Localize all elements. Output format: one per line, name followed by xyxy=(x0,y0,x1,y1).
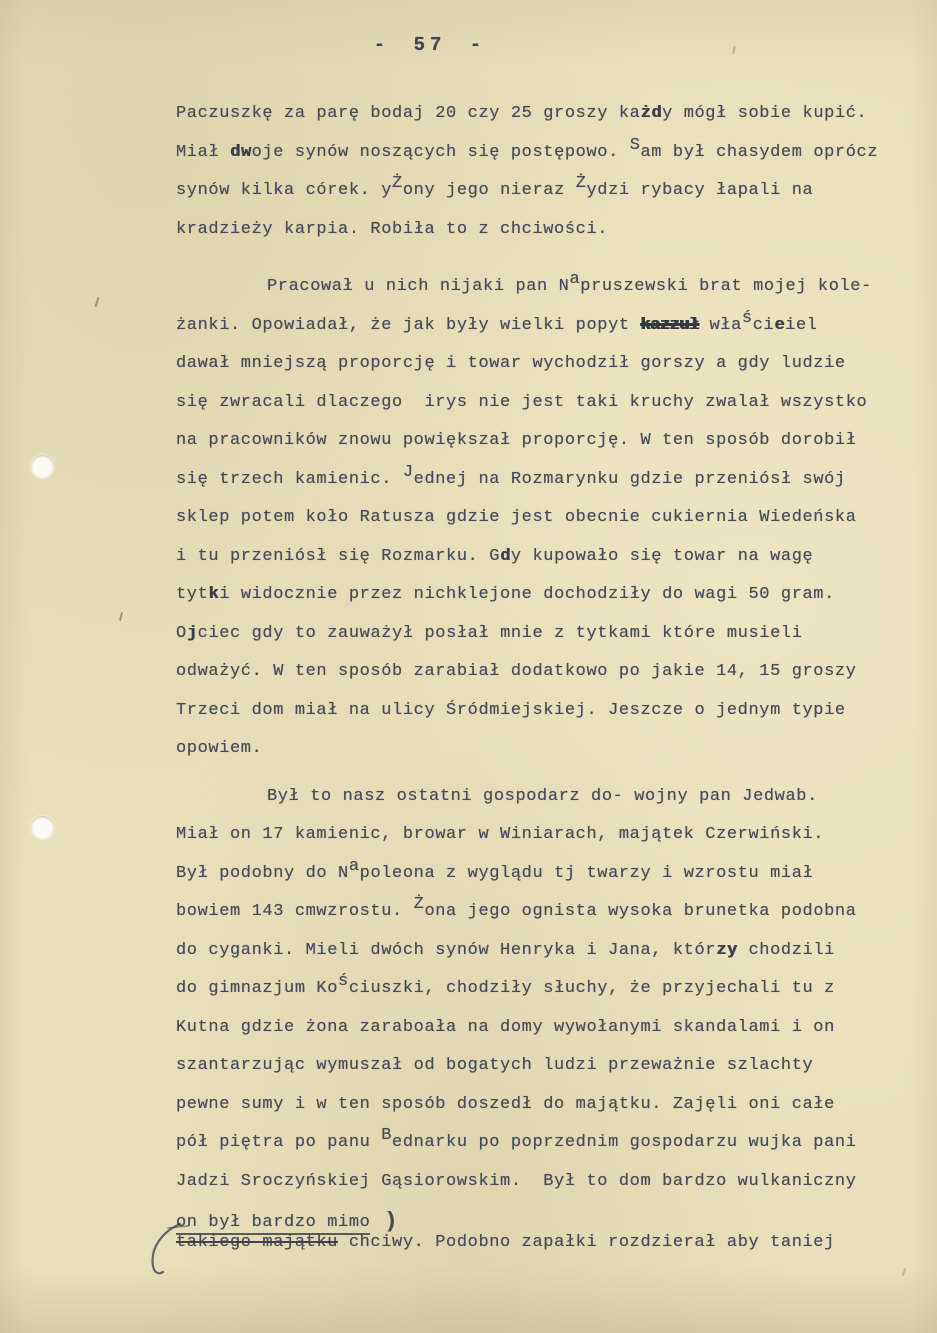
text-line xyxy=(176,135,880,182)
text-segment: ednej na Rozmarynku gdzie przeniósł swój xyxy=(413,469,846,489)
text-line xyxy=(176,1208,880,1233)
text-segment-underline: on był bardzo mimo xyxy=(176,1213,370,1235)
text-line xyxy=(176,431,880,470)
text-segment: do gimnazjum Ko xyxy=(176,979,339,998)
text-segment: am był chasydem oprócz xyxy=(640,142,879,162)
text-segment: kradzieży karpia. Robiła to z chciwości. xyxy=(176,219,609,239)
text-line xyxy=(176,1095,880,1134)
text-line xyxy=(176,1018,880,1057)
text-segment: Pracował u nich nijaki pan N xyxy=(267,277,570,296)
text-segment: Miał xyxy=(176,142,231,162)
paper-speck xyxy=(95,297,100,307)
text-segment: synów kilka córek. y xyxy=(176,181,393,200)
text-segment: sklep potem koło Ratusza gdzie jest obecnie cukiernia Wiedeńska xyxy=(176,508,857,527)
text-segment: dawał mniejszą proporcję i towar wychodził gorszy a gdy ludzie xyxy=(176,354,846,373)
text-line xyxy=(176,174,880,220)
text-segment-sup: B xyxy=(381,1126,393,1145)
text-segment: y mógł sobie kupić. xyxy=(662,104,868,123)
text-line xyxy=(176,354,880,393)
text-segment: do cyganki. Mieli dwóch synów Henryka i Jana, któr xyxy=(176,940,717,960)
text-segment: odważyć. W ten sposób zarabiał dodatkowo po jakie 14, 15 groszy xyxy=(176,662,857,681)
text-segment: na pracowników znowu powiększał proporcję. W ten sposób dorobił xyxy=(176,431,857,450)
punch-hole-top xyxy=(31,455,54,478)
text-segment: y kupowało się towar na wagę xyxy=(510,546,814,566)
text-segment: Kutna gdzie żona zaraboała na domy wywołanymi skandalami i on xyxy=(176,1017,835,1037)
text-line xyxy=(176,787,880,826)
text-segment-paren: ) xyxy=(370,1209,399,1234)
text-segment: O xyxy=(176,623,187,643)
text-line xyxy=(176,856,880,903)
text-segment: Jadzi Sroczyńskiej Gąsiorowskim. Był to dom bardzo wulkaniczny xyxy=(176,1171,857,1191)
text-line xyxy=(176,1126,880,1172)
text-segment-sup: J xyxy=(402,462,414,482)
text-segment: ciuszki, chodziły słuchy, że przyjechali tu z xyxy=(348,979,835,998)
text-segment: ydzi rybacy łapali na xyxy=(586,181,814,200)
text-line xyxy=(176,585,880,624)
text-segment: żanki. Opowiadał, że jak były wielki popyt xyxy=(176,315,641,335)
text-line xyxy=(176,308,880,355)
text-segment: Był podobny do N xyxy=(176,863,349,883)
text-segment-over: dw xyxy=(230,142,252,162)
text-segment: ony jego nieraz xyxy=(402,181,576,200)
text-line xyxy=(176,220,880,259)
text-segment: wła xyxy=(698,315,742,335)
text-segment: ednarku po poprzednim gospodarzu wujka pani xyxy=(392,1133,857,1152)
text-segment: iel xyxy=(785,315,818,335)
typewritten-text-block xyxy=(176,104,880,1272)
text-line xyxy=(176,270,880,316)
text-segment-over: żd xyxy=(640,104,663,123)
text-segment: się zwracali dlaczego irys nie jest taki kruchy zwalał wszystko xyxy=(176,392,868,412)
text-segment: pół piętra po panu xyxy=(176,1133,382,1152)
text-line xyxy=(176,1233,880,1272)
text-segment: tyt xyxy=(176,585,209,604)
text-segment: i tu przeniósł się Rozmarku. G xyxy=(176,546,501,566)
text-segment: pewne sumy i w ten sposób doszedł do majątku. Zajęli oni całe xyxy=(176,1094,835,1114)
text-segment: szantarzując wymuszał od bogatych ludzi przeważnie szlachty xyxy=(176,1056,814,1075)
text-segment: Trzeci dom miał na ulicy Śródmiejskiej. Jeszcze o jednym typie xyxy=(176,700,846,720)
text-segment-over: d xyxy=(500,546,511,566)
text-segment: bowiem 143 cmwzrostu. xyxy=(176,902,414,921)
handwritten-insertion-mark xyxy=(140,1222,190,1292)
text-line xyxy=(176,1172,880,1211)
text-line xyxy=(176,508,880,547)
text-segment-sup: Ż xyxy=(413,895,425,914)
text-segment: Paczuszkę za parę bodaj 20 czy 25 groszy ka xyxy=(176,104,641,123)
text-segment: Miał on 17 kamienic, browar w Winiarach, majątek Czerwiński. xyxy=(176,825,825,844)
text-line xyxy=(176,462,880,509)
text-line xyxy=(176,393,880,432)
text-segment-over: zy xyxy=(716,940,738,960)
text-segment-sup: Ż xyxy=(392,174,403,193)
text-segment: ona jego ognista wysoka brunetka podobna xyxy=(424,902,857,921)
text-segment-sup: ś xyxy=(741,308,753,328)
text-segment-sup: a xyxy=(569,270,581,289)
text-segment-sup: Ż xyxy=(575,174,587,193)
text-line xyxy=(176,1056,880,1095)
text-segment-over: j xyxy=(186,623,198,643)
text-line xyxy=(176,547,880,586)
text-segment: i widocznie przez nichklejone dochodziły do wagi 50 gram. xyxy=(219,585,835,604)
paper-speck xyxy=(119,612,123,621)
page-number: - 57 - xyxy=(373,34,487,56)
text-segment-sup: ś xyxy=(338,972,349,991)
text-segment: opowiem. xyxy=(176,739,263,758)
text-segment-over: k xyxy=(208,585,220,604)
text-segment: oje synów noszących się postępowo. xyxy=(251,142,630,162)
text-line xyxy=(176,895,880,941)
text-segment-sup: S xyxy=(629,135,641,155)
text-line xyxy=(176,701,880,740)
text-segment: poleona z wyglądu tj twarzy i wzrostu miał xyxy=(359,863,814,883)
text-segment: pruszewski brat mojej kole- xyxy=(580,277,872,296)
text-segment-over: e xyxy=(774,315,786,335)
text-segment: ciec gdy to zauważył posłał mnie z tytkami które musieli xyxy=(197,623,803,643)
text-segment: ci xyxy=(752,315,775,335)
text-segment: chciwy. Podobno zapałki rozdzierał aby taniej xyxy=(338,1233,835,1252)
punch-hole-bottom xyxy=(31,816,54,839)
paper-speck xyxy=(902,1268,907,1276)
paragraph xyxy=(176,270,880,778)
text-line xyxy=(176,972,880,1018)
text-line xyxy=(176,104,880,143)
text-line xyxy=(176,825,880,864)
text-segment: chodzili xyxy=(737,940,835,960)
text-line xyxy=(176,739,880,778)
text-line xyxy=(176,662,880,701)
paper-speck xyxy=(732,46,735,54)
paragraph xyxy=(176,104,880,258)
text-segment-strike2: takiego majątku xyxy=(176,1233,339,1252)
text-segment: się trzech kamienic. xyxy=(176,469,403,489)
text-segment: Był to nasz ostatni gospodarz do- wojny pan Jedwab. xyxy=(267,786,818,806)
text-line xyxy=(176,941,880,980)
text-segment-strike: kazzuł xyxy=(640,315,699,335)
paragraph xyxy=(176,787,880,1272)
text-segment-sup: a xyxy=(348,856,360,876)
text-line xyxy=(176,624,880,663)
